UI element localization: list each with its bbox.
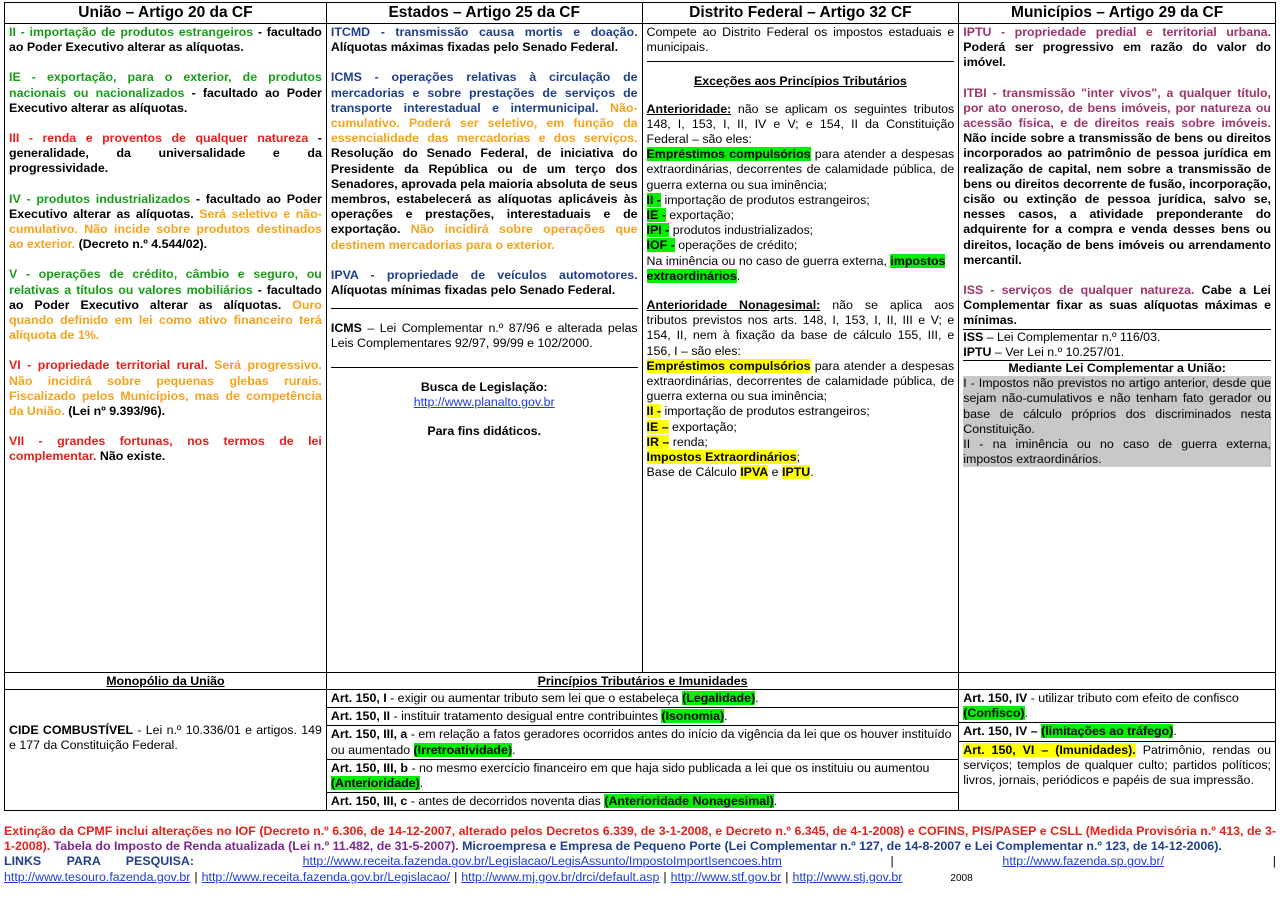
link-fazenda-sp[interactable]: http://www.fazenda.sp.gov.br/ bbox=[1002, 854, 1165, 869]
section-monopolio: Monopólio da União bbox=[5, 673, 327, 690]
uniao-iv: IV - produtos industrializados - facultado ao Poder Executivo alterar as alíquotas. Será seletivo e não-cumulativo. Não incide sobre produtos destinados ao exterior. (Decreto n.º 4.544/02). bbox=[9, 191, 322, 252]
df-intro: Compete ao Distrito Federal os impostos estaduais e municipais. bbox=[646, 25, 955, 55]
header-estados: Estados – Artigo 25 da CF bbox=[326, 3, 642, 24]
uniao-v: V - operações de crédito, câmbio e seguro, ou relativas a títulos ou valores mobiliários - facultado ao Poder Executivo alterar as alíquotas. Ouro quando definido em lei como ativo financeiro terá alíquota de 1%. bbox=[9, 267, 322, 343]
divider bbox=[331, 308, 638, 309]
divider bbox=[647, 61, 955, 62]
principio-row: Art. 150, III, b - no mesmo exercício financeiro em que haja sido publicada a lei que os instituiu ou aumentou (Anterioridade). bbox=[327, 760, 958, 793]
principio-row: Art. 150, III, c - antes de decorridos noventa dias (Anterioridade Nonagesimal). bbox=[330, 794, 778, 809]
footer-link[interactable]: http://www.mj.gov.br/drci/default.asp bbox=[461, 869, 660, 884]
df-emprestimos: Empréstimos compulsórios para atender a despesas extraordinárias, decorrentes de calamidade pública, de guerra externa ou sua iminência; bbox=[646, 147, 955, 192]
footer-notes: Extinção da CPMF inclui alterações no IOF (Decreto n.º 6.306, de 14-12-2007, alterado pelos Decretos 6.339, de 3-1-2008, e Decreto n.º 6.345, de 4-1-2008) e COFINS, PIS/PASEP e CSLL (Medida Provisória n.º 413, de 3-1-2008). Tabela do Imposto de Renda atualizada (Lei n.º 11.482, de 31-5-2007). Microempresa e Empresa de Pequeno Porte (Lei Complementar n.º 127, de 14-8-2007 e Lei Complementar n.º 123, de 14-12-2006). bbox=[4, 824, 1276, 854]
section-principios: Princípios Tributários e Imunidades bbox=[326, 673, 958, 690]
principio-row: Art. 150, I - exigir ou aumentar tributo sem lei que o estabeleça (Legalidade). bbox=[327, 690, 958, 708]
uniao-iii: III - renda e proventos de qualquer natureza - generalidade, da universalidade e da progressividade. bbox=[9, 131, 322, 176]
principio-row: Art. 150, II - instituir tratamento desigual entre contribuintes (Isonomia). bbox=[327, 708, 958, 726]
estados-cell bbox=[326, 24, 642, 673]
uniao-vi: VI - propriedade territorial rural. Será progressivo. Não incidirá sobre pequenas glebas rurais. Fiscalizado pelos Municípios, mas de competência da União. (Lei nº 9.393/96). bbox=[9, 358, 322, 419]
links-row-2: http://www.tesouro.fazenda.gov.br | http://www.receita.fazenda.gov.br/Legislacao/ | http://www.mj.gov.br/drci/default.asp | http://www.stf.gov.br | http://www.stj.gov.br 2008 bbox=[4, 869, 973, 884]
uniao-ie: IE - exportação, para o exterior, de produtos nacionais ou nacionalizados - facultado ao Poder Executivo alterar as alíquotas. bbox=[9, 70, 322, 115]
estados-itcmd: ITCMD - transmissão causa mortis e doação. Alíquotas máximas fixadas pelo Senado Federal. bbox=[330, 25, 638, 55]
footer-link[interactable]: http://www.stf.gov.br bbox=[670, 869, 782, 884]
municipios-itbi: ITBI - transmissão "inter vivos", a qualquer título, por ato oneroso, de bens imóveis, por natureza ou acessão física, e de direitos reais sobre imóveis. Não incide sobre a transmissão de bens ou direitos incorporados ao patrimônio de pessoa jurídica em realização de capital, nem sobre a transmissão de bens ou direitos decorrente de fusão, incorporação, cisão ou extinção de pessoa jurídica, salvo se, nesses casos, a atividade preponderante do adquirente for a compra e venda desses bens ou direitos, locação de bens imóveis ou arrendamento mercantil. bbox=[963, 85, 1271, 267]
didaticos-note: Para fins didáticos. bbox=[427, 424, 542, 439]
footer-link[interactable]: http://www.receita.fazenda.gov.br/Legislacao/ bbox=[201, 869, 451, 884]
municipios-cell: IPTU - propriedade predial e territorial urbana. Poderá ser progressivo em razão do valor do imóvel. ITBI - transmissão "inter vivos", a qualquer título, por ato oneroso, de bens imóveis, por natureza ou acessão física, e de direitos reais sobre imóveis. Não incide sobre a transmissão de bens ou direitos incorporados ao patrimônio de pessoa jurídica em realização de capital, nem sobre a transmissão de bens ou direitos decorrente de fusão, incorporação, cisão ou extinção de pessoa jurídica, salvo se, nesses casos, a atividade preponderante do adquirente for a compra e venda desses bens ou direitos, locação de bens imóveis ou arrendamento mercantil. ISS - serviços de qualquer natureza. Cabe a Lei Complementar fixar as suas alíquotas máximas e mínimas. ISS – Lei Complementar n.º 116/03. IPTU – Ver Lei n.º 10.257/01. Mediante Lei Complementar a União: I - Impostos não previstos no artigo anterior, desde que sejam não-cumulativos e não tenham fato gerador ou base de cálculo próprios dos discriminados nesta Constituição. II - na iminência ou no caso de guerra externa, impostos extraordinários. bbox=[959, 24, 1276, 673]
header-uniao: União – Artigo 20 da CF bbox=[5, 3, 327, 24]
links-row-1: LINKS PARA PESQUISA: http://www.receita.fazenda.gov.br/Legislacao/LegisAssunto/ImpostoImportIsencoes.htm | http://www.fazenda.sp.gov.br/ | bbox=[4, 854, 1276, 869]
uniao-cell bbox=[5, 24, 327, 673]
df-anterioridade: Anterioridade: não se aplicam os seguintes tributos 148, I, 153, I, II, IV e V; e 154, II da Constituição Federal – são eles: bbox=[646, 101, 955, 147]
principios-list bbox=[327, 690, 958, 810]
principios-cell bbox=[326, 690, 958, 811]
link-receita-importacao[interactable]: http://www.receita.fazenda.gov.br/Legislacao/LegisAssunto/ImpostoImportIsencoes.htm bbox=[302, 854, 782, 869]
municipios-iptu: IPTU - propriedade predial e territorial urbana. Poderá ser progressivo em razão do valor do imóvel. bbox=[963, 25, 1271, 70]
footer-link[interactable]: http://www.tesouro.fazenda.gov.br bbox=[4, 869, 191, 884]
tax-table bbox=[4, 2, 1276, 811]
estados-ipva: IPVA - propriedade de veículos automotores. Alíquotas mínimas fixadas pelo Senado Federal. bbox=[330, 267, 638, 298]
principio-row: Art. 150, III, a - em relação a fatos geradores ocorridos antes do início da vigência da lei que os houver instituído ou aumentado (Irretroatividade). bbox=[327, 726, 958, 759]
footer-link[interactable]: http://www.stj.gov.br bbox=[792, 869, 903, 884]
year-label: 2008 bbox=[950, 872, 973, 884]
planalto-link[interactable]: http://www.planalto.gov.br bbox=[413, 394, 555, 409]
df-nonagesimal: Anterioridade Nonagesimal: não se aplica aos tributos previstos nos arts. 148, I, 153, I, II, III e V; e 154, II, nem à fixação da base de cálculo 155, III, e 156, I – são eles: bbox=[646, 298, 955, 358]
df-excecoes: Exceções aos Princípios Tributários bbox=[694, 74, 907, 89]
uniao-ii: II - importação de produtos estrangeiros - facultado ao Poder Executivo alterar as alíquotas. bbox=[9, 25, 322, 55]
links-label: LINKS PARA PESQUISA: bbox=[4, 854, 194, 869]
monopolio-cell: CIDE COMBUSTÍVEL - Lei n.º 10.336/01 e artigos. 149 e 177 da Constituição Federal. bbox=[5, 690, 327, 811]
mediante-ii: II - na iminência ou no caso de guerra externa, impostos extraordinários. bbox=[963, 437, 1271, 467]
header-distrito-federal: Distrito Federal – Artigo 32 CF bbox=[642, 3, 959, 24]
footer bbox=[4, 824, 1276, 886]
mediante-i: I - Impostos não previstos no artigo anterior, desde que sejam não-cumulativos e não tenham fato gerador ou base de cálculo próprios dos discriminados nesta Constituição. bbox=[963, 376, 1271, 436]
divider bbox=[331, 367, 638, 368]
imunidades-cell: Art. 150, IV - utilizar tributo com efeito de confisco (Confisco). Art. 150, IV – (limitações ao tráfego). Art. 150, VI – (Imunidades). Patrimônio, rendas ou serviços; templos de qualquer culto; partidos políticos; livros, jornais, periódicos e papéis de sua impressão. bbox=[959, 690, 1276, 811]
estados-icms-lc: ICMS – Lei Complementar n.º 87/96 e alterada pelas Leis Complementares 92/97, 99/99 e 102/2000. bbox=[330, 321, 638, 351]
mediante-title: Mediante Lei Complementar a União: bbox=[1008, 361, 1226, 376]
municipios-iss: ISS - serviços de qualquer natureza. Cabe a Lei Complementar fixar as suas alíquotas máximas e mínimas. bbox=[963, 283, 1271, 328]
df-cell: Compete ao Distrito Federal os impostos estaduais e municipais. Exceções aos Princípios Tributários Anterioridade: não se aplicam os seguintes tributos 148, I, 153, I, II, IV e V; e 154, II da Constituição Federal – são eles: Empréstimos compulsórios para atender a despesas extraordinárias, decorrentes de calamidade pública, de guerra externa ou sua iminência; II - importação de produtos estrangeiros; IE - exportação; IPI - produtos industrializados; IOF - operações de crédito; Na iminência ou no caso de guerra externa, impostos extraordinários. Anterioridade Nonagesimal: não se aplica aos tributos previstos nos arts. 148, I, 153, I, II, III e V; e 154, II, nem à fixação da base de cálculo 155, III, e 156, I – são eles: Empréstimos compulsórios para atender a despesas extraordinárias, decorrentes de calamidade pública, de guerra externa ou sua iminência; II - importação de produtos estrangeiros; IE – exportação; IR – renda; Impostos Extraordinários; Base de Cálculo IPVA e IPTU. bbox=[642, 24, 959, 673]
uniao-vii: VII - grandes fortunas, nos termos de lei complementar. Não existe. bbox=[9, 434, 322, 464]
busca-label: Busca de Legislação: bbox=[420, 379, 548, 394]
estados-icms: ICMS - operações relativas à circulação de mercadorias e sobre prestações de serviços de transporte interestadual e intermunicipal. Não-cumulativo. Poderá ser seletivo, em função da essencialidade das mercadorias e dos serviços. Resolução do Senado Federal, de iniciativa do Presidente da República ou de um terço dos Senadores, aprovada pela maioria absoluta de seus membros, estabelecerá as alíquotas aplicáveis às operações e prestações, interestaduais e de exportação. Não incidirá sobre operações que destinem mercadorias para o exterior. bbox=[330, 70, 638, 252]
header-municipios: Municípios – Artigo 29 da CF bbox=[959, 3, 1276, 24]
